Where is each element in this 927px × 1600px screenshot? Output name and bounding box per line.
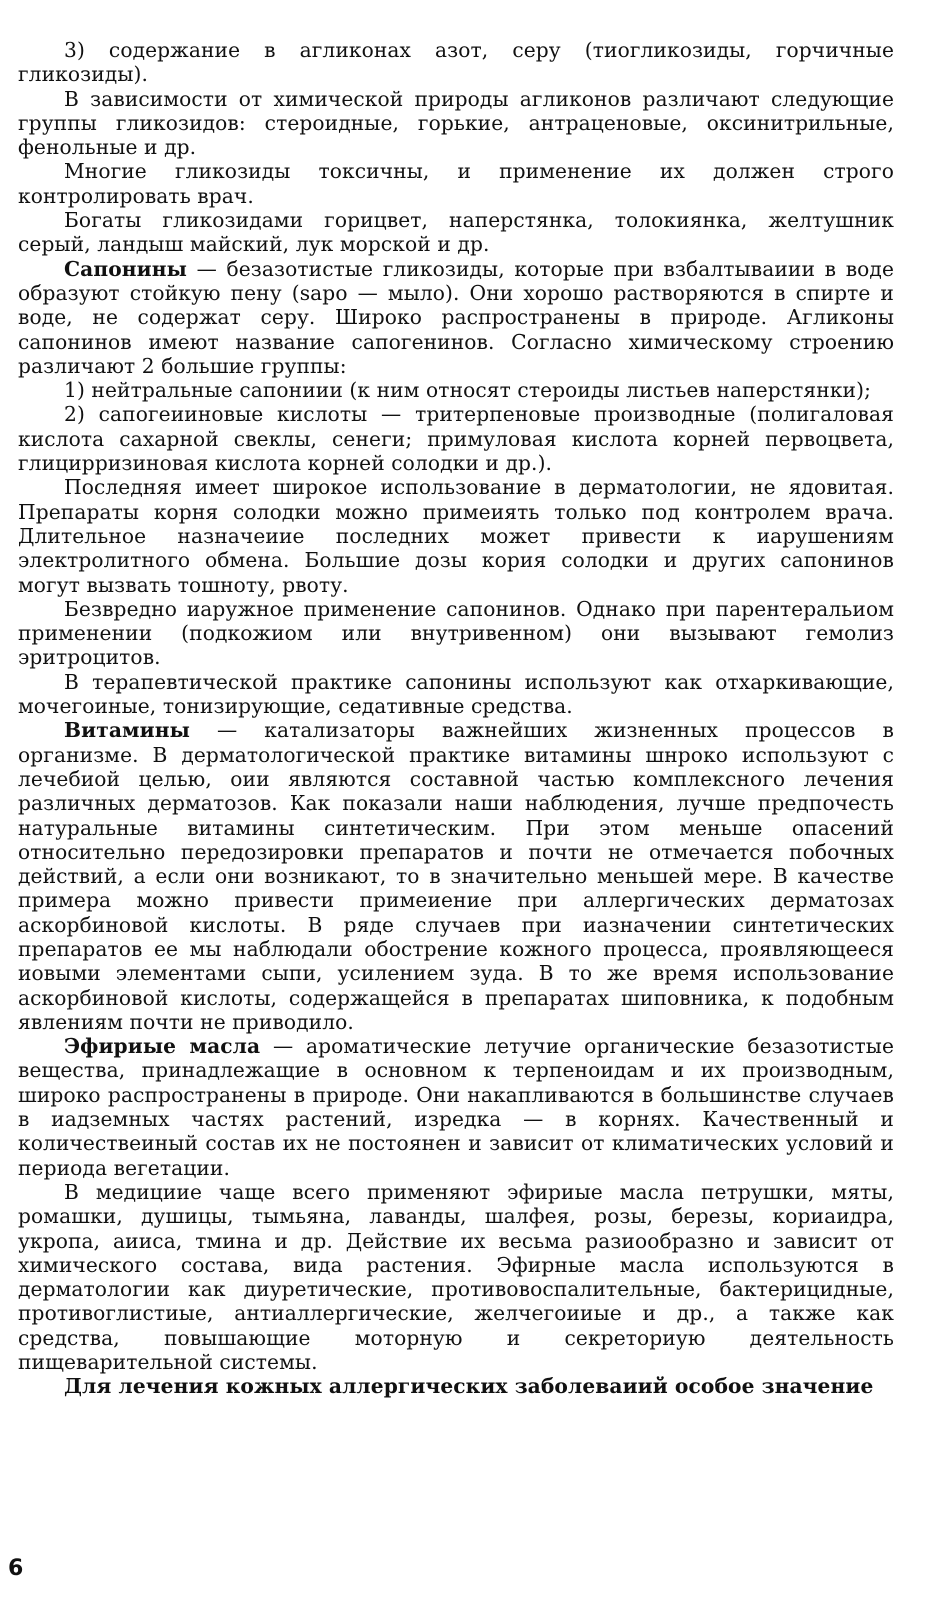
paragraph-text: Богаты гликозидами горицвет, наперстянка, толокиянка, желтушник серый, ландыш майский, лук морской и др. bbox=[18, 208, 894, 257]
paragraph-list-item-1 bbox=[18, 378, 894, 402]
paragraph-text: — катализаторы важнейших жизненных процессов в организме. В дерматологической практике витамины шнроко используют с лечебиой целью, оии являются составной частью комплексного лечения различных дерматозов. Как показали наши наблюдения, лучше предпочесть натуральные витамины синтетическим. При этом меньше опасений относительно передозировки препаратов и почти не отмечается побочных действий, а если они возникают, то в значительно меньшей мере. В качестве примера можно привести примеиение при аллергических дерматозах аскорбиновой кислоты. В ряде случаев при иазначении синтетических препаратов ее мы наблюдали обострение кожного процесса, проявляющееся иовыми элементами сыпи, усилением зуда. В то же время использование аскорбиновой кислоты, содержащейся в препаратах шиповника, к подобным явлениям почти не приводило. bbox=[18, 718, 894, 1034]
paragraph-text: В медициие чаще всего применяют эфириые масла петрушки, мяты, ромашки, душицы, тымьяна, лаванды, шалфея, розы, березы, кориаидра, укропа, аииса, тмина и др. Действие их весьма разиообразно и зависит от химического состава, вида растения. Эфирные масла используются в дерматологии как диуретические, противовоспалительные, бактерицидные, противоглистиые, антиаллергические, желчегоииые и др., а также как средства, повышающие моторную и секреториую деятельность пищеварительной системы. bbox=[18, 1179, 894, 1375]
paragraph-licorice bbox=[18, 475, 894, 596]
paragraph-hemolysis bbox=[18, 597, 894, 670]
paragraph-text: 3) содержание в агликонах азот, серу (тиогликозиды, горчичные гликозиды). bbox=[18, 38, 894, 87]
paragraph-text: 1) нейтральные сапониии (к ним относят стероиды листьев наперстянки); bbox=[64, 378, 871, 403]
paragraph-therapy bbox=[18, 670, 894, 719]
page-number: 6 bbox=[8, 1556, 24, 1581]
paragraph-list-item-2 bbox=[18, 402, 894, 475]
paragraph-toxicity bbox=[18, 159, 894, 208]
paragraph-glycoside-groups bbox=[18, 87, 894, 160]
paragraph-text: В терапевтической практике сапонины используют как отхаркивающие, мочегоиные, тонизирующие, седативные средства. bbox=[18, 669, 894, 719]
paragraph-text: 2) сапогеииновые кислоты — тритерпеновые производные (полигаловая кислота сахарной свеклы, сенеги; примуловая кислота корней первоцвета, глицирризиновая кислота корней солодки и др.). bbox=[18, 402, 894, 476]
paragraph-medicine-oils bbox=[18, 1180, 894, 1374]
paragraph-text: Безвредно иаружное применение сапонинов. Однако при парентеральиом применении (подкожиом или внутривенном) они вызывают гемолиз эритроцитов. bbox=[18, 596, 894, 670]
paragraph-text: В зависимости от химической природы агликонов различают следующие группы гликозидов: стероидные, горькие, антраценовые, оксинитрильные, фенольные и др. bbox=[18, 86, 894, 160]
paragraph-allergic-diseases bbox=[18, 1374, 894, 1398]
paragraph-text: Последняя имеет широкое использование в дерматологии, не ядовитая. Препараты корня солодки можно примеиять только под контролем врача. Длительное назначеиие последних может привести к иарушениям электролитного обмена. Большие дозы кория солодки и других сапонинов могут вызвать тошноту, рвоту. bbox=[18, 475, 894, 597]
paragraph-term-essential-oils: Эфириые масла bbox=[64, 1034, 261, 1059]
paragraph-agly-nitrogen bbox=[18, 38, 894, 87]
paragraph-saponins bbox=[18, 257, 894, 378]
paragraph-text: — ароматические летучие органические безазотистые вещества, принадлежащие в основном к терпеноидам и их производным, широко распространены в природе. Они накапливаются в большинстве случаев в иадземных частях растений, изредка — в корнях. Качественный и количествеиный состав их не постоянен и зависит от климатических условий и периода вегетации. bbox=[18, 1034, 894, 1180]
paragraph-text: — безазотистые гликозиды, которые при взбалтываиии в воде образуют стойкую пену (sapo — мыло). Они хорошо растворяются в спирте и воде, не содержат серу. Широко распространены в природе. Агликоны сапонинов имеют название сапогенинов. Согласно химическому строению различают 2 большие группы: bbox=[18, 256, 894, 378]
paragraph-term-allergic: Для лечения кожных аллергических заболеваиий особое значение bbox=[64, 1374, 874, 1399]
paragraph-essential-oils bbox=[18, 1034, 894, 1180]
page-body bbox=[18, 38, 894, 1399]
paragraph-term-vitamins: Витамины bbox=[64, 718, 190, 743]
paragraph-rich-plants bbox=[18, 208, 894, 257]
paragraph-term-saponins: Сапонины bbox=[64, 256, 187, 281]
paragraph-vitamins bbox=[18, 718, 894, 1034]
paragraph-text: Многие гликозиды токсичны, и применение их должен строго контролировать врач. bbox=[18, 159, 894, 208]
